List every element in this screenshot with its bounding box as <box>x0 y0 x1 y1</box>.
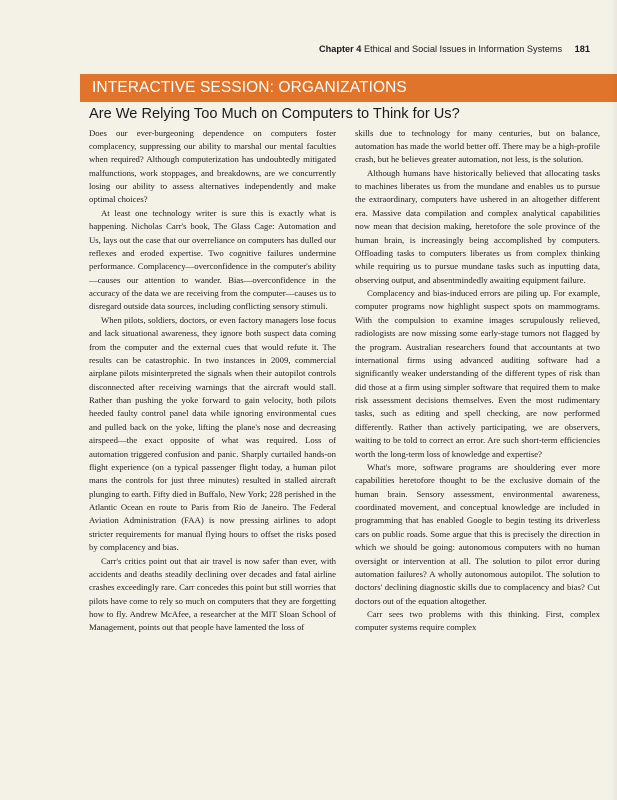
left-paragraph-4: Carr's critics point out that air travel is now safer than ever, with accidents and deaths steadily declining over decades and fatal airline crashes exceedingly rare. Carr concedes this point but still worries that pilots have come to rely so much on computers that they are forgetting how to fly. Andrew McAfee, a researcher at the MIT Sloan School of Management, points out that people have lamented the loss of <box>89 555 336 633</box>
right-paragraph-1: skills due to technology for many centuries, but on balance, automation has made the world better off. There may be a high-profile crash, but he believes greater automation, not less, is the solution. <box>355 127 600 165</box>
right-paragraph-5: Carr sees two problems with this thinking. First, complex computer systems require complex <box>355 609 600 633</box>
banner-title: INTERACTIVE SESSION: ORGANIZATIONS <box>92 79 407 96</box>
left-paragraph-2: At least one technology writer is sure this is exactly what is happening. Nicholas Carr's book, The Glass Cage: Automation and Us, lays out the case that our overreliance on computers has dulled our reflexes and eroded expertise. Two cognitive failures undermine performance. Complacency—overconfidence in the computer's ability—causes our attention to wander. Bias—overconfidence in the accuracy of the data we are receiving from the computer—causes us to disregard outside data sources, including conflicting sensory stimuli. <box>89 207 336 312</box>
left-paragraph-1: Does our ever-burgeoning dependence on computers foster complacency, suppressing our ability to marshal our mental faculties when required? Although computerization has undoubtedly mitigated malfunctions, work stoppages, and breakdowns, are we concurrently losing our ability to assess alternatives independently and make optimal choices? <box>89 127 336 205</box>
page-edge-shadow <box>611 0 617 800</box>
left-paragraph-3: When pilots, soldiers, doctors, or even factory managers lose focus and lack situational awareness, they ignore both suspect data coming from the computer and the external cues that would refute it. The results can be catastrophic. In two instances in 2009, commercial airplane pilots misinterpreted the signals when their autopilot controls disconnected after receiving warnings that the aircraft would stall. Rather than pushing the yoke forward to gain velocity, both pilots heeded faulty control panel data while ignoring environmental cues and pulled back on the yoke, lifting the plane's nose and decreasing airspeed—the exact opposite of what was required. Loss of automation triggered confusion and panic. Sharply curtailed hands-on flight experience (on a typical passenger flight today, a human pilot mans the controls for just three minutes) resulted in stalled aircraft plunging to earth. Fifty died in Buffalo, New York; 228 perished in the Atlantic Ocean en route to Paris from Rio de Janeiro. The Federal Aviation Administration (FAA) is now pressing airlines to adopt stricter requirements for manual flying hours to offset the risks posed by complacency and bias. <box>89 314 336 553</box>
chapter-label: Chapter 4 <box>319 44 362 54</box>
right-column <box>355 127 600 635</box>
section-banner <box>80 74 617 102</box>
right-paragraph-3: Complacency and bias-induced errors are piling up. For example, computer programs now highlight suspect spots on mammograms. With the compulsion to examine images scrupulously relieved, radiologists are now missing some early-stage tumors not flagged by the program. Australian researchers found that accountants at two international firms using advanced auditing software had a significantly weaker understanding of the different types of risk than did those at a firm using simpler software that required them to make risk assessment decisions themselves. Even the most rudimentary tasks, such as editing and spell checking, are now performed differently. Rather than actively participating, we are observers, waiting to be told to correct an error. Are such short-term efficiencies worth the long-term loss of knowledge and expertise? <box>355 288 600 459</box>
chapter-title: Ethical and Social Issues in Information Systems <box>363 44 563 54</box>
right-paragraph-2: Although humans have historically believed that allocating tasks to machines liberates us from the mundane and enables us to pursue the extraordinary, computers have ushered in an altogether different era. Massive data compilation and complex analytical capabilities now mean that decision making, heretofore the sole province of the human brain, is increasingly being accomplished by computers. Offloading tasks to computers liberates us from complex thinking while requiring us to pursue mundane tasks such as inputting data, observing output, and absentmindedly awaiting equipment failure. <box>355 167 600 285</box>
page-number: 181 <box>574 44 590 54</box>
right-paragraph-4: What's more, software programs are shouldering ever more capabilities heretofore thought to be the exclusive domain of the human brain. Sensory assessment, environmental awareness, coordinated movement, and conceptual knowledge are included in programming that has enabled Google to begin testing its driverless cars on public roads. Some argue that this is precisely the direction in which we should be going: autonomous computers with no human oversight or intervention at all. The solution to pilot error during automation failures? A wholly autonomous autopilot. The solution to doctors' declining diagnostic skills due to complacency and bias? Cut doctors out of the equation altogether. <box>355 461 600 606</box>
article-headline: Are We Relying Too Much on Computers to Think for Us? <box>89 106 460 122</box>
left-column <box>89 127 336 635</box>
running-head <box>319 44 590 54</box>
